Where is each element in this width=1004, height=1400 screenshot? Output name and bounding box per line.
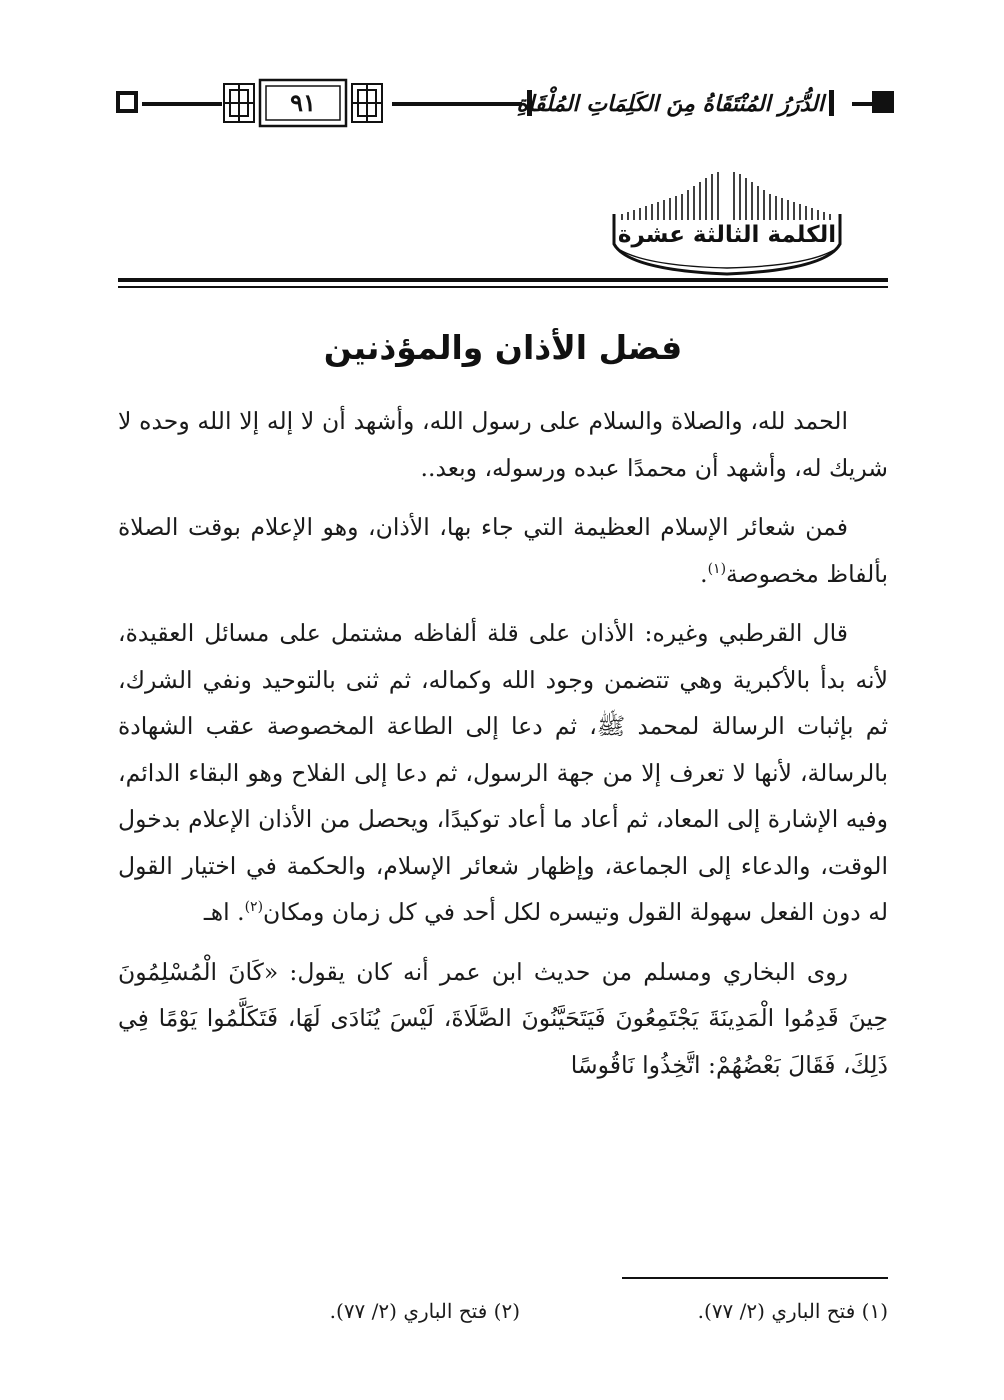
section-divider-thin <box>118 286 888 288</box>
footnote: (٢) فتح الباري (٢/ ٧٧). <box>329 1299 520 1323</box>
book-title: الدُّرَرُ المُنْتَقَاةُ مِنَ الكَلِمَاتِ المُلْقَاةِ <box>516 91 824 117</box>
paragraph <box>118 610 888 936</box>
lecture-badge <box>608 170 846 280</box>
paragraph-text: فمن شعائر الإسلام العظيمة التي جاء بها، الأذان، وهو الإعلام بوقت الصلاة بألفاظ مخصوصة <box>118 513 888 588</box>
header-bar-ornament-right <box>829 90 834 116</box>
header-rule-middle <box>392 102 522 106</box>
footnote-reference: (٢) <box>244 899 264 916</box>
paragraph <box>118 398 888 491</box>
page-number-frame <box>220 78 386 128</box>
footnote-reference: (١) <box>707 560 727 577</box>
header-square-ornament-left <box>116 91 138 113</box>
lecture-number-label: الكلمة الثالثة عشرة <box>617 222 837 248</box>
page-number: ٩١ <box>290 88 316 117</box>
footnote-separator <box>622 1277 888 1279</box>
header-square-ornament-right <box>872 91 894 113</box>
paragraph-text: الحمد لله، والصلاة والسلام على رسول الله، وأشهد أن لا إله إلا الله وحده لا شريك له، وأشهد أن محمدًا عبده ورسوله، وبعد.. <box>118 407 888 482</box>
paragraph <box>118 504 888 597</box>
section-divider-thick <box>118 278 888 282</box>
paragraph-tail: . <box>700 559 708 588</box>
paragraph-tail: . اهـ <box>203 898 245 926</box>
paragraph <box>118 949 888 1089</box>
chapter-title: فضل الأذان والمؤذنين <box>323 328 683 368</box>
footnote: (١) فتح الباري (٢/ ٧٧). <box>697 1299 888 1323</box>
paragraph-text: قال القرطبي وغيره: الأذان على قلة ألفاظه مشتمل على مسائل العقيدة، لأنه بدأ بالأكبرية وهي تتضمن وجود الله وكماله، ثم ثنى بالتوحيد ونفي الشرك، ثم بإثبات الرسالة لمحمد ﷺ، ثم دعا إلى الطاعة المخصوصة عقب الشهادة بالرسالة، لأنها لا تعرف إلا من جهة الرسول، ثم دعا إلى الفلاح وهو البقاء الدائم، وفيه الإشارة إلى المعاد، ثم أعاد ما أعاد توكيدًا، ويحصل من الأذان الإعلام بدخول الوقت، والدعاء إلى الجماعة، وإظهار شعائر الإسلام، والحكمة في اختيار القول له دون الفعل سهولة القول وتيسره لكل أحد في كل زمان ومكان <box>118 619 888 926</box>
header-rule-left <box>142 102 222 106</box>
body-text <box>118 398 888 1101</box>
header-rule-right <box>852 102 872 106</box>
footnotes <box>118 1293 888 1333</box>
paragraph-text: روى البخاري ومسلم من حديث ابن عمر أنه كان يقول: «كَانَ الْمُسْلِمُونَ حِينَ قَدِمُوا الْمَدِينَةَ يَجْتَمِعُونَ فَيَتَحَيَّنُونَ الصَّلَاةَ، لَيْسَ يُنَادَى لَهَا، فَتَكَلَّمُوا يَوْمًا فِي ذَلِكَ، فَقَالَ بَعْضُهُمْ: اتَّخِذُوا نَاقُوسًا <box>118 957 888 1079</box>
running-header <box>112 76 888 132</box>
